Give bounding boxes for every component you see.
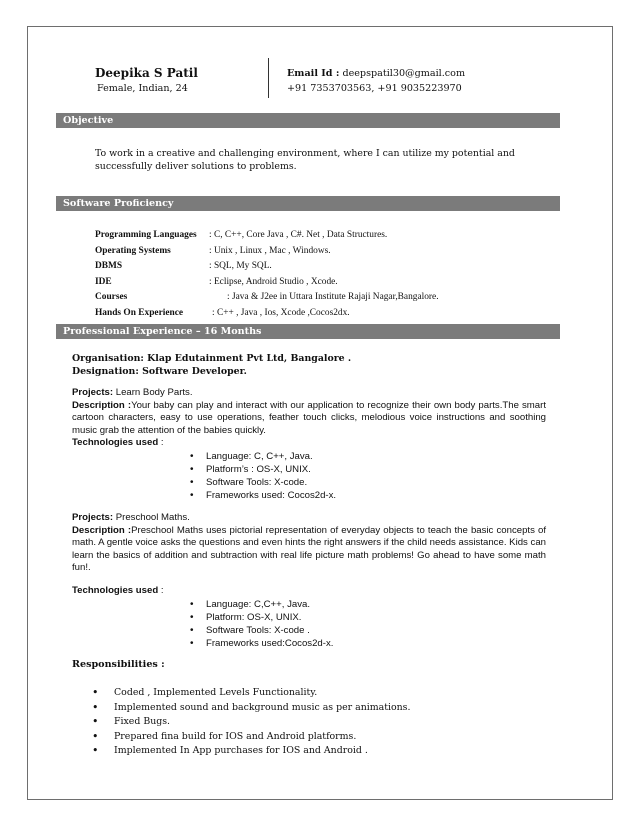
description-text: Preschool Maths uses pictorial representation of everyday objects to teach the basic concepts of math. A gentle voice asks the questions and even hints the right answers if the child needs assistance. Kids can learn the basics of addition and subtraction with real life picture math problems! Go ahead to have some math fun!. [72, 524, 546, 573]
technologies-line [72, 585, 546, 598]
project-label: Projects: [72, 512, 114, 523]
skill-value: : Unix , Linux , Mac , Windows. [209, 245, 331, 256]
project-name: Learn Body Parts. [113, 387, 193, 398]
skill-label: IDE [95, 276, 112, 287]
project-2 [72, 512, 546, 575]
email-address: deepspatil30@gmail.com [339, 68, 466, 79]
responsibilities-list [92, 686, 410, 759]
description-text: Your baby can play and interact with our application to recognize their own body parts.The smart cartoon characters, easy to use operations, feather touch clicks, melodious voice instructions and soothing music grab the attention of the babies quickly. [72, 399, 546, 436]
skill-label: Hands On Experience [95, 307, 184, 318]
objective-heading: Objective [56, 113, 560, 128]
list-item: • Frameworks used: Cocos2d-x. [190, 489, 336, 502]
skill-value: : C++ , Java , Ios, Xcode ,Cocos2dx. [212, 307, 350, 318]
candidate-name: Deepika S Patil [95, 66, 198, 80]
candidate-details: Female, Indian, 24 [97, 83, 188, 94]
project-2-technologies [72, 585, 546, 598]
project-description [72, 525, 546, 575]
skill-label: Operating Systems [95, 245, 171, 256]
project-title [72, 512, 546, 525]
project-title [72, 387, 546, 400]
responsibilities-heading: Responsibilities : [72, 659, 165, 670]
organisation: Organisation: Klap Edutainment Pvt Ltd, Bangalore . [72, 353, 352, 364]
phone-numbers: +91 7353703563, +91 9035223970 [287, 83, 462, 94]
project-label: Projects: [72, 387, 114, 398]
list-item: • Software Tools: X-code . [190, 624, 333, 637]
technologies-colon: : [158, 585, 164, 596]
list-item: • Fixed Bugs. [92, 715, 410, 730]
technologies-line [72, 437, 546, 450]
software-heading: Software Proficiency [56, 196, 560, 211]
description-label: Description : [72, 399, 132, 411]
organisation-block [72, 352, 351, 378]
list-item: • Implemented sound and background music as per animations. [92, 701, 410, 716]
project-1-tech-list [190, 450, 336, 502]
skill-value: : Eclipse, Android Studio , Xcode. [209, 276, 338, 287]
objective-text: To work in a creative and challenging environment, where I can utilize my potential and successfully deliver solutions to problems. [95, 148, 515, 172]
experience-heading: Professional Experience – 16 Months [56, 324, 560, 339]
email-line [287, 68, 465, 79]
list-item: • Prepared fina build for IOS and Android platforms. [92, 730, 410, 745]
list-item: • Language: C, C++, Java. [190, 450, 336, 463]
technologies-label: Technologies used [72, 585, 159, 596]
project-name: Preschool Maths. [113, 512, 190, 523]
skill-label: DBMS [95, 261, 123, 271]
skill-value: : Java & J2ee in Uttara Institute Rajaji Nagar,Bangalore. [227, 292, 439, 302]
list-item: • Platform: OS-X, UNIX. [190, 611, 333, 624]
technologies-colon: : [158, 437, 164, 448]
skill-label: Programming Languages [95, 230, 197, 240]
header-divider [268, 58, 269, 98]
list-item: • Platform’s : OS-X, UNIX. [190, 463, 336, 476]
project-description [72, 400, 546, 438]
project-2-tech-list [190, 598, 333, 650]
skill-label: Courses [95, 292, 128, 302]
project-1 [72, 387, 546, 450]
list-item: • Software Tools: X-code. [190, 476, 336, 489]
technologies-label: Technologies used [72, 437, 159, 448]
skill-value: : SQL, My SQL. [209, 261, 272, 271]
email-label: Email Id : [287, 68, 340, 79]
list-item: • Implemented In App purchases for IOS and Android . [92, 744, 410, 759]
skill-value: : C, C++, Core Java , C#. Net , Data Structures. [209, 230, 388, 240]
designation: Designation: Software Developer. [72, 366, 247, 377]
list-item: • Frameworks used:Cocos2d-x. [190, 637, 333, 650]
list-item: • Coded , Implemented Levels Functionality. [92, 686, 410, 701]
list-item: • Language: C,C++, Java. [190, 598, 333, 611]
description-label: Description : [72, 524, 132, 536]
